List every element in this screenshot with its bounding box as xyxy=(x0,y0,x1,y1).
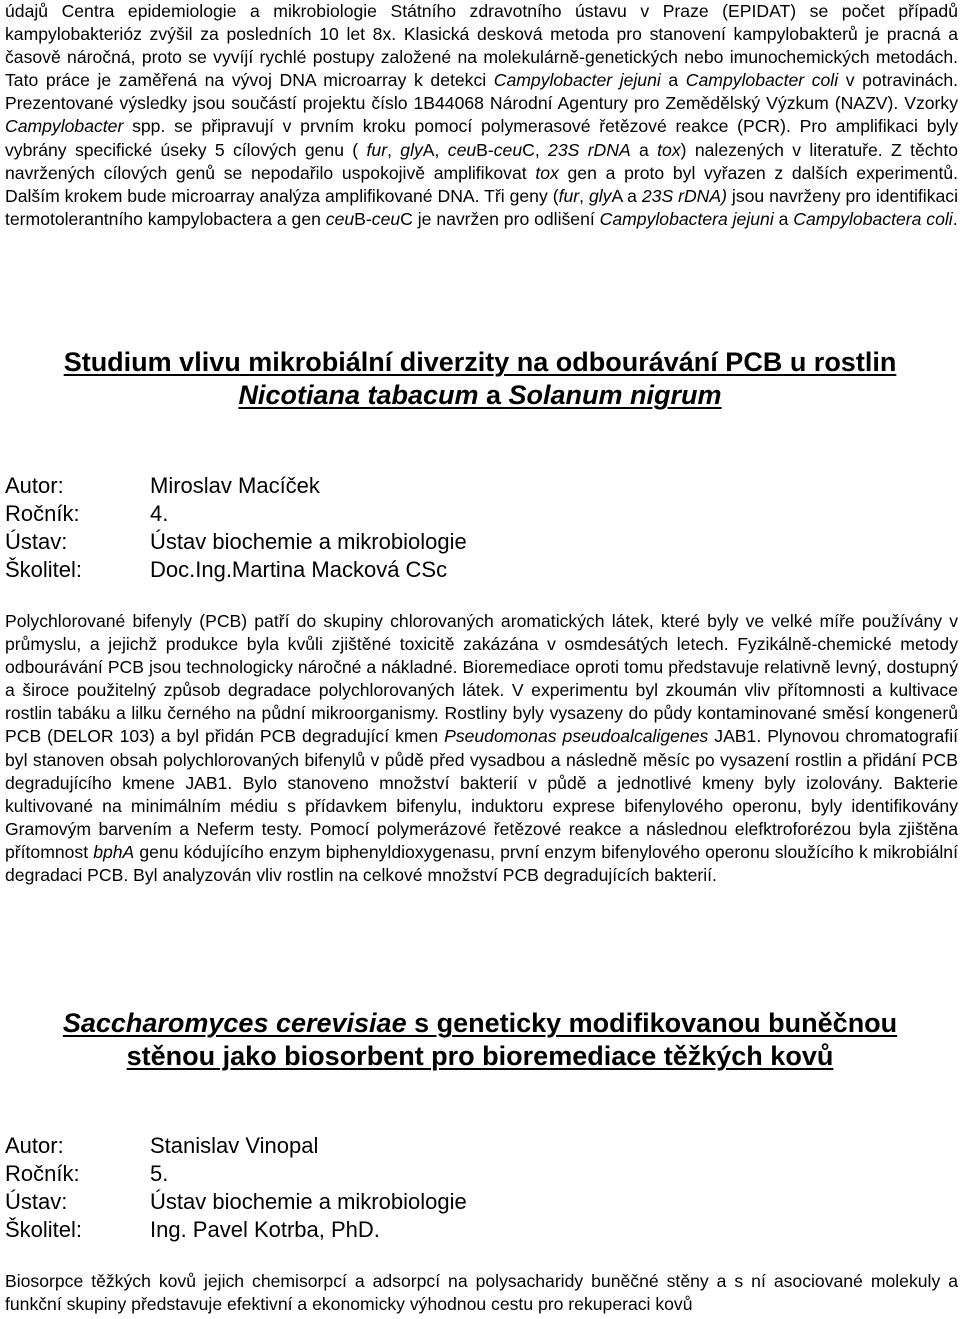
institute-label: Ústav: xyxy=(5,529,68,554)
text-run: stěnou jako biosorbent pro bioremediace těžkých kovů xyxy=(126,1041,834,1071)
supervisor-label: Školitel: xyxy=(5,557,83,582)
italic-text-run: Solanum nigrum xyxy=(508,380,722,410)
year-value: 4. xyxy=(150,501,169,526)
text-run: C, xyxy=(522,139,549,160)
section2-year-row xyxy=(5,1160,905,1188)
section1-supervisor-row xyxy=(5,556,905,584)
italic-text-run: tox xyxy=(657,139,681,160)
text-run: a xyxy=(660,70,686,91)
institute-value: Ústav biochemie a mikrobiologie xyxy=(150,1189,467,1214)
italic-text-run: Campylobactera coli xyxy=(793,208,953,229)
supervisor-value: Ing. Pavel Kotrba, PhD. xyxy=(150,1217,380,1242)
italic-text-run: 23S rDNA xyxy=(548,139,631,160)
text-run: A, xyxy=(422,139,448,160)
italic-text-run: Campylobacter xyxy=(5,116,124,137)
supervisor-label: Školitel: xyxy=(5,1217,83,1242)
italic-text-run: Pseudomonas pseudoalcaligenes xyxy=(444,726,709,747)
text-run: jsou navrženy pro identifikaci termotolerantního kampylobactera a gen xyxy=(5,185,958,229)
section2-institute-row xyxy=(5,1188,905,1216)
section1-abstract xyxy=(5,610,958,887)
text-run: B- xyxy=(476,139,494,160)
institute-value: Ústav biochemie a mikrobiologie xyxy=(150,529,467,554)
text-run: a xyxy=(773,208,794,229)
italic-text-run: Nicotiana tabacum xyxy=(238,380,479,410)
year-label: Ročník: xyxy=(5,1161,80,1186)
text-run: gen a proto byl vyřazen z dalších experimentů. Dalším krokem bude microarray analýza amplifikované DNA. Tři geny ( xyxy=(5,162,959,206)
author-label: Autor: xyxy=(5,1133,64,1158)
year-value: 5. xyxy=(150,1161,169,1186)
text-run: v potravinách. Prezentované výsledky jsou součástí projektu číslo 1B44068 Národní Agentury pro Zemědělský Výzkum (NAZV). Vzorky xyxy=(5,70,959,114)
author-label: Autor: xyxy=(5,473,64,498)
text-run: . xyxy=(952,208,958,229)
section1-author-row xyxy=(5,472,905,500)
text-run: spp. se připravují v prvním kroku pomocí polymerasové řetězové reakce (PCR). Pro amplifikaci byly vybrány specifické úseky 5 cílových genu ( xyxy=(5,116,958,160)
text-run: s geneticky modifikovanou buněčnou xyxy=(406,1008,898,1038)
text-run: údajů Centra epidemiologie a mikrobiologie Státního zdravotního ústavu v Praze (EPIDAT) se počet případů kampylobakterióz zvýšil za posledních 10 let 8x. Klasická desková metoda pro stanovení kampylobakterů je pracná a časově náročná, proto se vyvíjí rychlé postupy založené na molekulárně-genetických nebo imunochemických metodách. Tato práce je zaměřená na vývoj DNA microarray k detekci xyxy=(5,1,958,91)
italic-text-run: 23S rDNA) xyxy=(641,185,727,206)
italic-text-run: Saccharomyces cerevisiae xyxy=(62,1008,407,1038)
text-run: genu kódujícího enzym biphenyldioxygenasu, první enzym bifenylového operonu sloužícího k mikrobiální degradaci PCB. Byl analyzován vliv rostlin na celkové množství PCB degradujících bakterií. xyxy=(5,841,958,886)
section1-year-row xyxy=(5,500,905,528)
year-label: Ročník: xyxy=(5,501,80,526)
italic-text-run: ceu xyxy=(493,139,523,160)
intro-paragraph xyxy=(5,0,958,231)
italic-text-run: Campylobactera jejuni xyxy=(599,208,774,229)
section2-title xyxy=(0,1007,960,1073)
italic-text-run: tox xyxy=(535,162,559,183)
text-run: ) nalezených v literatuře. Z těchto navržených cílových genů se nepodařilo uspokojivě amplifikovat xyxy=(5,139,959,183)
italic-text-run: ceu xyxy=(325,208,355,229)
italic-text-run: Campylobacter coli xyxy=(685,70,839,91)
text-run: Biosorpce těžkých kovů jejich chemisorpcí a adsorpcí na polysacharidy buněčné stěny a s ní asociované molekuly a funkční skupiny představuje efektivní a ekonomicky výhodnou cestu pro rekuperaci kovů xyxy=(5,1271,958,1315)
section2-meta xyxy=(5,1132,905,1244)
italic-text-run: ceu xyxy=(447,139,477,160)
text-run: Polychlorované bifenyly (PCB) patří do skupiny chlorovaných aromatických látek, které byly ve velké míře používány v průmyslu, a jejichž produkce byla kvůli zjištěné toxicitě zakázána v osmdesátých letech. Fyzikálně-chemické metody odbourávání PCB jsou technologicky náročné a nákladné. Bioremediace oproti tomu představuje relativně levný, dostupný a široce použitelný způsob degradace polychlorovaných látek. V experimentu byl zkoumán vliv přítomnosti a kultivace rostlin tabáku a lilku černého na půdní mikroorganismy. Rostliny byly vysazeny do půdy kontaminované směsí kongenerů PCB (DELOR 103) a byl přidán PCB degradující kmen xyxy=(5,611,958,747)
italic-text-run: ceu xyxy=(371,208,401,229)
italic-text-run: gly xyxy=(400,139,423,160)
section1-institute-row xyxy=(5,528,905,556)
text-run: Studium vlivu mikrobiální diverzity na odbourávání PCB u rostlin xyxy=(63,347,897,377)
text-run: , xyxy=(579,185,589,206)
section2-abstract xyxy=(5,1270,958,1316)
italic-text-run: Campylobacter jejuni xyxy=(493,70,661,91)
italic-text-run: fur xyxy=(366,139,388,160)
section2-author-row xyxy=(5,1132,905,1160)
institute-label: Ústav: xyxy=(5,1189,68,1214)
text-run: a xyxy=(630,139,658,160)
text-run: , xyxy=(387,139,401,160)
italic-text-run: fur xyxy=(558,185,580,206)
section1-meta xyxy=(5,472,905,584)
section1-title xyxy=(0,346,960,412)
italic-text-run: gly xyxy=(588,185,612,206)
text-run: B- xyxy=(354,208,372,229)
text-run: JAB1. Plynovou chromatografií byl stanoven obsah polychlorovaných bifenylů v půdě před vysadbou a následně měsíc po vysazení rostlin a přidání PCB degradujícího kmene JAB1. Bylo stanoveno množství bakterií v půdě a jednotlivé kmeny byly izolovány. Bakterie kultivované na minimálním médiu s přídavkem bifenylu, induktoru exprese bifenylového operonu, byly identifikovány Gramovým barvením a Neferm testy. Pomocí polymerázové řetězové reakce a následnou elefktroforézou byla zjištěna přítomnost xyxy=(5,726,958,862)
italic-text-run: bphA xyxy=(93,841,135,862)
supervisor-value: Doc.Ing.Martina Macková CSc xyxy=(150,557,448,582)
section2-supervisor-row xyxy=(5,1216,905,1244)
author-value: Miroslav Macíček xyxy=(150,473,320,498)
author-value: Stanislav Vinopal xyxy=(150,1133,319,1158)
text-run: C je navržen pro odlišení xyxy=(400,208,600,229)
text-run: a xyxy=(478,380,509,410)
text-run: A a xyxy=(611,185,642,206)
